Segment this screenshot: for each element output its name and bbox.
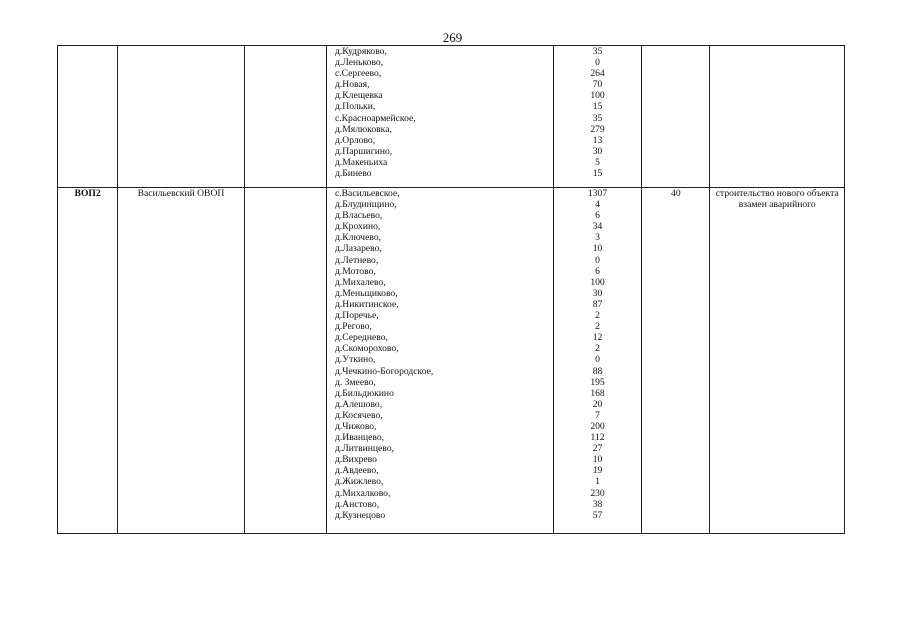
settlement-name: д.Мотово, [335,265,376,277]
note-cell: строительство нового объекта взамен аварийного [710,188,845,534]
population-value: 200 [590,420,605,432]
population-value: 35 [592,46,603,57]
population-value: 12 [592,332,603,344]
settlement-name: д.Крохино, [335,221,381,233]
empty-cell [244,46,326,188]
facility-code-cell: ВОП2 [58,188,118,534]
settlement-name: д.Ключево, [335,232,382,244]
population-value: 1 [595,476,600,488]
population-value: 30 [592,145,603,157]
population-value: 230 [590,487,605,499]
population-value: 38 [592,498,603,510]
population-value: 10 [592,243,603,255]
settlement-name: д.Новая, [335,79,370,91]
settlement-name: д.Леньково, [335,57,384,69]
population-value: 19 [592,465,603,477]
settlement-name: с.Красноармейское, [335,112,416,124]
settlement-name: д.Иванцево, [335,432,385,444]
settlement-name: д.Середнево, [335,332,388,344]
facility-name-cell [118,46,244,188]
population-value: 2 [595,321,600,333]
population-value: 0 [595,254,600,266]
settlement-name: д.Блудинщино, [335,199,397,211]
population-value: 100 [590,90,605,102]
settlement-name: д.Бильдюкино [335,387,394,399]
settlement-name: д.Авдеево, [335,465,379,477]
population-value: 30 [592,287,603,299]
settlement-name: д.Кудряково, [335,46,387,57]
settlement-name: д.Бинево [335,168,372,180]
population-value: 4 [595,199,600,211]
settlement-name: д.Алешово, [335,398,383,410]
facility-code-cell [58,46,118,188]
population-value: 6 [595,210,600,222]
population-cell [553,188,641,534]
settlement-name: д.Чижово, [335,420,377,432]
settlement-name: д.Клещевка [335,90,383,102]
settlement-name: д.Чечкино-Богородское, [335,365,434,377]
settlement-name: д.Лазарево, [335,243,382,255]
population-value: 57 [592,509,603,521]
settlement-name: д.Кузнецово [335,509,386,521]
settlement-name: д.Паршигино, [335,145,393,157]
settlement-name: д.Михалево, [335,276,386,288]
capacity-cell [642,46,710,188]
population-value: 279 [590,123,605,135]
population-value: 0 [595,354,600,366]
settlement-name: д.Орлово, [335,134,376,146]
population-value: 10 [592,454,603,466]
population-value: 15 [592,101,603,113]
population-value: 5 [595,156,600,168]
population-value: 3 [595,232,600,244]
population-value: 2 [595,343,600,355]
settlement-name: д.Мялюковка, [335,123,392,135]
note-cell [710,46,845,188]
population-value: 264 [590,68,605,80]
settlement-name: д.Никитинское, [335,298,399,310]
population-value: 100 [590,276,605,288]
population-value: 0 [595,57,600,69]
population-value: 70 [592,79,603,91]
population-value: 2 [595,310,600,322]
population-cell [553,46,641,188]
empty-cell [244,188,326,534]
settlement-name: д.Вихрево [335,454,377,466]
population-value: 20 [592,398,603,410]
settlement-name: д.Польки, [335,101,376,113]
population-value: 34 [592,221,603,233]
population-value: 195 [590,376,605,388]
population-value: 27 [592,443,603,455]
settlement-name: д.Скоморохово, [335,343,399,355]
settlement-name: д.Регово, [335,321,372,333]
table-row [58,188,845,534]
settlement-name: д.Литвинцево, [335,443,394,455]
settlement-name: д.Анстово, [335,498,380,510]
settlement-name: д. Змеево, [335,376,376,388]
settlements-cell [327,46,554,188]
population-value: 168 [590,387,605,399]
population-value: 1307 [587,188,608,199]
settlement-name: с.Сергеево, [335,68,382,80]
data-table [57,45,845,534]
settlement-name: д.Михалково, [335,487,391,499]
settlement-name: д.Меньщиково, [335,287,398,299]
population-value: 6 [595,265,600,277]
population-value: 15 [592,168,603,180]
settlements-cell [327,188,554,534]
capacity-cell: 40 [642,188,710,534]
settlement-name: д.Летнево, [335,254,379,266]
population-value: 88 [592,365,603,377]
population-value: 7 [595,409,600,421]
settlement-name: д.Власьево, [335,210,383,222]
settlement-name: д.Уткино, [335,354,376,366]
settlement-name: д.Макеньиха [335,156,388,168]
settlement-name: с.Васильевское, [335,188,400,199]
population-value: 112 [590,432,605,444]
settlement-name: д.Жижлево, [335,476,384,488]
population-value: 13 [592,134,603,146]
page-number: 269 [442,30,463,45]
population-value: 87 [592,298,603,310]
population-value: 35 [592,112,603,124]
settlement-name: д.Косячево, [335,409,383,421]
table-row [58,46,845,188]
settlement-name: д.Поречье, [335,310,379,322]
facility-name-cell: Васильевский ОВОП [118,188,244,534]
